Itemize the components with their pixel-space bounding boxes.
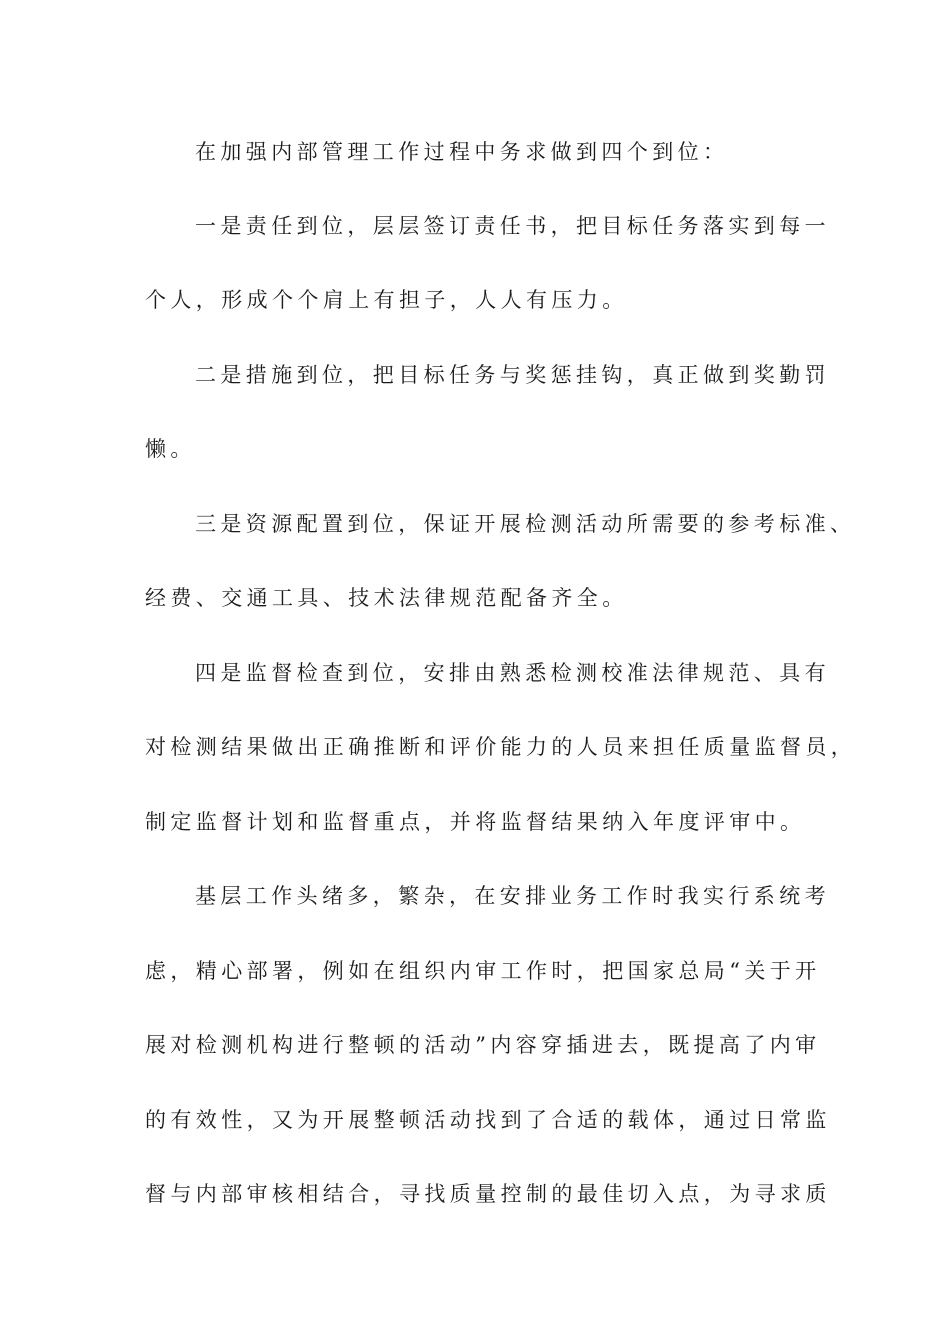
paragraph-1-line-2: 个人，形成个个肩上有担子，人人有压力。	[145, 288, 628, 312]
paragraph-5-line-1: 基层工作头绪多，繁杂，在安排业务工作时我实行系统考	[195, 884, 830, 908]
paragraph-5-line-4: 的有效性，又为开展整顿活动找到了合适的载体，通过日常监	[145, 1108, 831, 1132]
paragraph-2-line-1: 二是措施到位，把目标任务与奖惩挂钩，真正做到奖勤罚	[195, 363, 830, 387]
paragraph-5-line-5: 督与内部审核相结合，寻找质量控制的最佳切入点，为寻求质	[145, 1182, 831, 1206]
paragraph-5-line-3: 展对检测机构进行整顿的活动”内容穿插进去，既提高了内审	[145, 1033, 821, 1057]
paragraph-4-line-2: 对检测结果做出正确推断和评价能力的人员来担任质量监督员，	[145, 735, 857, 759]
paragraph-3-line-1: 三是资源配置到位，保证开展检测活动所需要的参考标准、	[195, 512, 856, 536]
paragraph-1-line-1: 一是责任到位，层层签订责任书，把目标任务落实到每一	[195, 214, 830, 238]
paragraph-intro-line-1: 在加强内部管理工作过程中务求做到四个到位：	[195, 140, 729, 164]
paragraph-3-line-2: 经费、交通工具、技术法律规范配备齐全。	[145, 586, 628, 610]
paragraph-4-line-3: 制定监督计划和监督重点，并将监督结果纳入年度评审中。	[145, 810, 806, 834]
paragraph-5-line-2: 虑，精心部署，例如在组织内审工作时，把国家总局“关于开	[145, 959, 821, 983]
paragraph-2-line-2: 懒。	[145, 437, 196, 461]
paragraph-4-line-1: 四是监督检查到位，安排由熟悉检测校准法律规范、具有	[195, 661, 830, 685]
